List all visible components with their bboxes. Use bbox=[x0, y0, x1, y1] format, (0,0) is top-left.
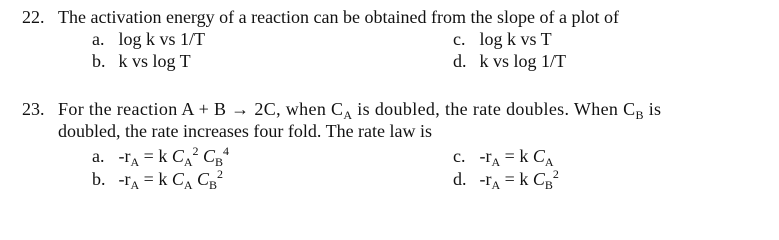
option-letter: c. bbox=[453, 146, 466, 166]
question-stem-line-2: doubled, the rate increases four fold. The rate law is bbox=[58, 121, 433, 141]
option-letter: d. bbox=[453, 51, 467, 71]
option-letter: c. bbox=[453, 29, 466, 49]
question-number: 22. bbox=[22, 7, 45, 27]
option-letter: b. bbox=[92, 51, 106, 71]
option-text: k vs log 1/T bbox=[479, 51, 567, 71]
option-letter: a. bbox=[92, 146, 105, 166]
option-d bbox=[453, 50, 566, 72]
question-stem bbox=[58, 6, 769, 28]
question-stem bbox=[58, 98, 769, 142]
option-formula: $-r_A = k$ $C_B^2$ bbox=[479, 167, 559, 192]
option-letter: a. bbox=[92, 29, 105, 49]
question-stem-text: The activation energy of a reaction can be obtained from the slope of a plot of bbox=[58, 7, 619, 27]
option-formula: $-r_A = k$ $C_A$ bbox=[479, 146, 554, 169]
option-b bbox=[92, 50, 191, 72]
option-d bbox=[453, 168, 559, 190]
option-text: k vs log T bbox=[118, 51, 191, 71]
option-c bbox=[453, 145, 554, 167]
option-letter: b. bbox=[92, 169, 106, 189]
option-a bbox=[92, 145, 229, 167]
option-a bbox=[92, 28, 205, 50]
option-text: log k vs 1/T bbox=[118, 29, 206, 49]
option-c bbox=[453, 28, 552, 50]
option-formula: $-r_A = k$ $C_A^2$ $C_B^4$ bbox=[118, 144, 230, 169]
option-letter: d. bbox=[453, 169, 467, 189]
question-number: 23. bbox=[22, 99, 45, 119]
option-text: log k vs T bbox=[479, 29, 552, 49]
option-formula: $-r_A = k$ $C_A$ $C_B^2$ bbox=[118, 167, 224, 192]
question-stem-line-1: For the reaction A + B → 2C, when $C_A$ is doubled, the rate doubles. When $C_B$ is bbox=[58, 99, 662, 122]
option-b bbox=[92, 168, 223, 190]
